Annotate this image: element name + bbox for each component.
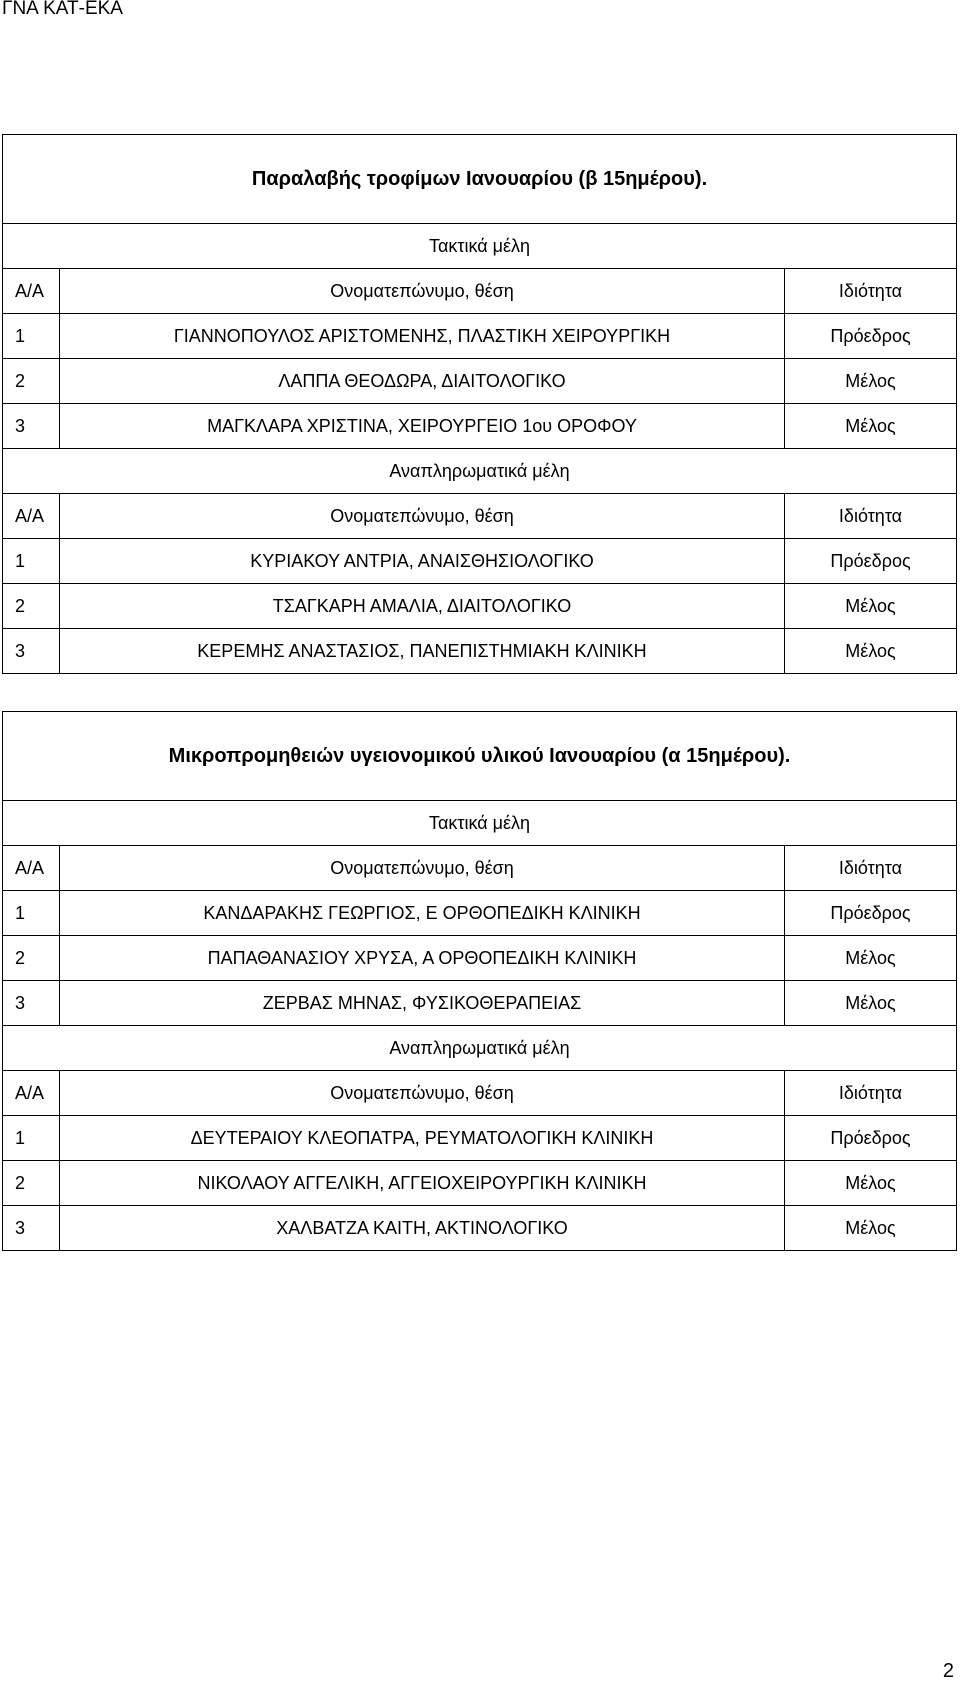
row-number: 1: [3, 1116, 60, 1161]
table-row: [3, 539, 957, 584]
row-number: 1: [3, 891, 60, 936]
committee-title-row: [3, 712, 957, 801]
member-role: Μέλος: [785, 584, 957, 629]
committee-table-2: [2, 711, 957, 1251]
member-name: ΔΕΥΤΕΡΑΙΟΥ ΚΛΕΟΠΑΤΡΑ, ΡΕΥΜΑΤΟΛΟΓΙΚΗ ΚΛΙΝΙΚΗ: [60, 1116, 785, 1161]
table-row: [3, 314, 957, 359]
row-number: 1: [3, 314, 60, 359]
member-role: Πρόεδρος: [785, 891, 957, 936]
row-number: 3: [3, 404, 60, 449]
table-row: [3, 629, 957, 674]
column-header-role: Ιδιότητα: [785, 1071, 957, 1116]
member-name: ΖΕΡΒΑΣ ΜΗΝΑΣ, ΦΥΣΙΚΟΘΕΡΑΠΕΙΑΣ: [60, 981, 785, 1026]
member-role: Πρόεδρος: [785, 539, 957, 584]
member-name: ΠΑΠΑΘΑΝΑΣΙΟΥ ΧΡΥΣΑ, Α ΟΡΘΟΠΕΔΙΚΗ ΚΛΙΝΙΚΗ: [60, 936, 785, 981]
section-heading-row: [3, 1026, 957, 1071]
column-header-aa: Α/Α: [3, 846, 60, 891]
member-name: ΛΑΠΠΑ ΘΕΟΔΩΡΑ, ΔΙΑΙΤΟΛΟΓΙΚΟ: [60, 359, 785, 404]
table-row: [3, 359, 957, 404]
column-header-name: Ονοματεπώνυμο, θέση: [60, 1071, 785, 1116]
member-role: Μέλος: [785, 629, 957, 674]
member-role: Μέλος: [785, 981, 957, 1026]
section-heading: Αναπληρωματικά μέλη: [3, 449, 957, 494]
member-role: Μέλος: [785, 1161, 957, 1206]
table-row: [3, 584, 957, 629]
row-number: 2: [3, 1161, 60, 1206]
section-heading-row: [3, 224, 957, 269]
table-row: [3, 1161, 957, 1206]
column-header-row: [3, 494, 957, 539]
column-header-row: [3, 269, 957, 314]
document-header: ΓΝΑ ΚΑΤ-ΕΚΑ: [2, 0, 123, 19]
column-header-row: [3, 846, 957, 891]
member-name: ΚΑΝΔΑΡΑΚΗΣ ΓΕΩΡΓΙΟΣ, Ε ΟΡΘΟΠΕΔΙΚΗ ΚΛΙΝΙΚΗ: [60, 891, 785, 936]
column-header-aa: Α/Α: [3, 269, 60, 314]
committee-title: Μικροπρομηθειών υγειονομικού υλικού Ιανουαρίου (α 15ημέρου).: [3, 712, 957, 801]
member-role: Μέλος: [785, 1206, 957, 1251]
section-heading: Αναπληρωματικά μέλη: [3, 1026, 957, 1071]
table-row: [3, 1206, 957, 1251]
row-number: 3: [3, 1206, 60, 1251]
row-number: 1: [3, 539, 60, 584]
member-name: ΜΑΓΚΛΑΡΑ ΧΡΙΣΤΙΝΑ, ΧΕΙΡΟΥΡΓΕΙΟ 1ου ΟΡΟΦΟΥ: [60, 404, 785, 449]
section-heading: Τακτικά μέλη: [3, 801, 957, 846]
member-name: ΚΥΡΙΑΚΟΥ ΑΝΤΡΙΑ, ΑΝΑΙΣΘΗΣΙΟΛΟΓΙΚΟ: [60, 539, 785, 584]
column-header-role: Ιδιότητα: [785, 269, 957, 314]
row-number: 2: [3, 936, 60, 981]
member-role: Μέλος: [785, 404, 957, 449]
column-header-name: Ονοματεπώνυμο, θέση: [60, 846, 785, 891]
member-role: Πρόεδρος: [785, 314, 957, 359]
member-name: ΧΑΛΒΑΤΖΑ ΚΑΙΤΗ, ΑΚΤΙΝΟΛΟΓΙΚΟ: [60, 1206, 785, 1251]
column-header-aa: Α/Α: [3, 1071, 60, 1116]
column-header-row: [3, 1071, 957, 1116]
section-heading-row: [3, 801, 957, 846]
member-role: Πρόεδρος: [785, 1116, 957, 1161]
table-row: [3, 891, 957, 936]
table-row: [3, 981, 957, 1026]
member-name: ΤΣΑΓΚΑΡΗ ΑΜΑΛΙΑ, ΔΙΑΙΤΟΛΟΓΙΚΟ: [60, 584, 785, 629]
column-header-name: Ονοματεπώνυμο, θέση: [60, 269, 785, 314]
section-heading: Τακτικά μέλη: [3, 224, 957, 269]
column-header-role: Ιδιότητα: [785, 846, 957, 891]
row-number: 3: [3, 981, 60, 1026]
table-row: [3, 404, 957, 449]
page-number: 2: [942, 1660, 954, 1682]
table-row: [3, 1116, 957, 1161]
section-heading-row: [3, 449, 957, 494]
member-name: ΚΕΡΕΜΗΣ ΑΝΑΣΤΑΣΙΟΣ, ΠΑΝΕΠΙΣΤΗΜΙΑΚΗ ΚΛΙΝΙΚΗ: [60, 629, 785, 674]
column-header-aa: Α/Α: [3, 494, 60, 539]
column-header-name: Ονοματεπώνυμο, θέση: [60, 494, 785, 539]
member-name: ΝΙΚΟΛΑΟΥ ΑΓΓΕΛΙΚΗ, ΑΓΓΕΙΟΧΕΙΡΟΥΡΓΙΚΗ ΚΛΙΝΙΚΗ: [60, 1161, 785, 1206]
committee-title-row: [3, 135, 957, 224]
member-role: Μέλος: [785, 936, 957, 981]
table-row: [3, 936, 957, 981]
member-name: ΓΙΑΝΝΟΠΟΥΛΟΣ ΑΡΙΣΤΟΜΕΝΗΣ, ΠΛΑΣΤΙΚΗ ΧΕΙΡΟΥΡΓΙΚΗ: [60, 314, 785, 359]
committee-title: Παραλαβής τροφίμων Ιανουαρίου (β 15ημέρου).: [3, 135, 957, 224]
row-number: 3: [3, 629, 60, 674]
member-role: Μέλος: [785, 359, 957, 404]
row-number: 2: [3, 584, 60, 629]
column-header-role: Ιδιότητα: [785, 494, 957, 539]
row-number: 2: [3, 359, 60, 404]
committee-table-1: [2, 134, 957, 674]
